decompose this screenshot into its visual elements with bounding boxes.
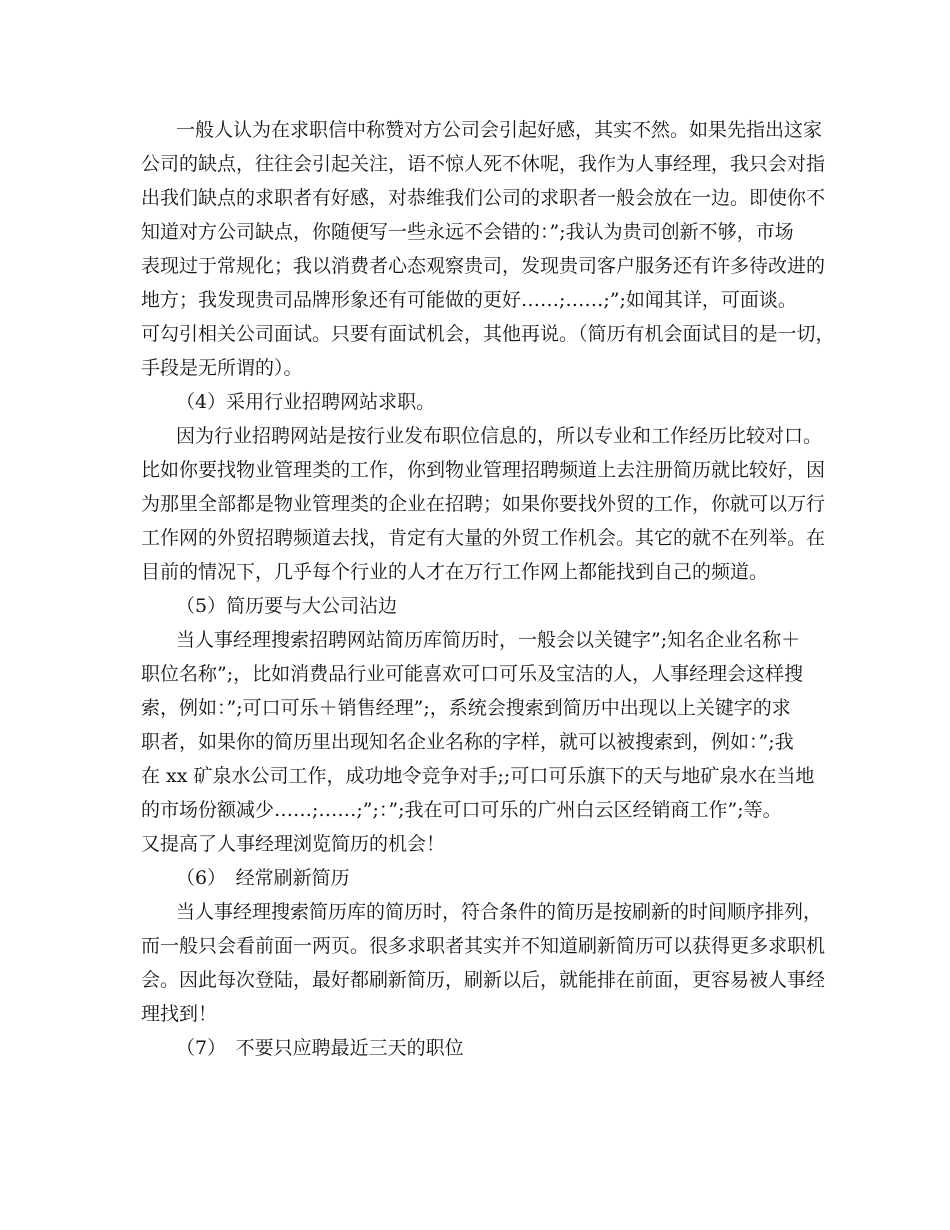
text-line: 在 xx 矿泉水公司工作，成功地令竞争对手;;可口可乐旗下的天与地矿泉水在当地 <box>141 765 815 787</box>
section-heading: （6） 经常刷新简历 <box>176 867 350 889</box>
section-heading: （7） 不要只应聘最近三天的职位 <box>176 1037 464 1059</box>
text-line: 的市场份额减少……;……;”;：”;我在可口可乐的广州白云区经销商工作”;等。 <box>141 799 782 821</box>
text-line: 公司的缺点，往往会引起关注，语不惊人死不休呢，我作为人事经理，我只会对指 <box>141 153 826 175</box>
text-line: 当人事经理搜索简历库的简历时，符合条件的简历是按刷新的时间顺序排列， <box>176 901 823 923</box>
section-heading: （5）简历要与大公司沾边 <box>176 595 398 617</box>
text-line: 地方；我发现贵司品牌形象还有可能做的更好……;……;”;如闻其详，可面谈。 <box>141 289 797 311</box>
text-line: 索，例如：”;可口可乐＋销售经理”;，系统会搜索到简历中出现以上关键字的求 <box>141 697 791 719</box>
text-line: 知道对方公司缺点，你随便写一些永远不会错的：”;我认为贵司创新不够，市场 <box>141 221 794 243</box>
text-line: 手段是无所谓的）。 <box>141 357 303 379</box>
text-line: 一般人认为在求职信中称赞对方公司会引起好感，其实不然。如果先指出这家 <box>176 119 823 141</box>
text-line: 而一般只会看前面一两页。很多求职者其实并不知道刷新简历可以获得更多求职机 <box>141 935 826 957</box>
text-line: 因为行业招聘网站是按行业发布职位信息的，所以专业和工作经历比较对口。 <box>176 425 823 447</box>
text-line: 职者，如果你的简历里出现知名企业名称的字样，就可以被搜索到，例如：”;我 <box>141 731 794 753</box>
text-line: 又提高了人事经理浏览简历的机会！ <box>141 833 446 855</box>
text-line: 工作网的外贸招聘频道去找，肯定有大量的外贸工作机会。其它的就不在列举。在 <box>141 527 826 549</box>
section-heading: （4）采用行业招聘网站求职。 <box>176 391 436 413</box>
text-line: 出我们缺点的求职者有好感，对恭维我们公司的求职者一般会放在一边。即使你不 <box>141 187 826 209</box>
text-line: 目前的情况下，几乎每个行业的人才在万行工作网上都能找到自己的频道。 <box>141 561 769 583</box>
text-line: 可勾引相关公司面试。只要有面试机会，其他再说。（简历有机会面试目的是一切， <box>141 323 835 345</box>
text-line: 当人事经理搜索招聘网站简历库简历时，一般会以关键字”;知名企业名称＋ <box>176 629 801 651</box>
text-line: 表现过于常规化；我以消费者心态观察贵司，发现贵司客户服务还有许多待改进的 <box>141 255 826 277</box>
text-line: 理找到！ <box>141 1003 218 1025</box>
text-line: 会。因此每次登陆，最好都刷新简历，刷新以后，就能排在前面，更容易被人事经 <box>141 969 826 991</box>
text-line: 为那里全部都是物业管理类的企业在招聘；如果你要找外贸的工作，你就可以万行 <box>141 493 826 515</box>
text-line: 职位名称”;，比如消费品行业可能喜欢可口可乐及宝洁的人，人事经理会这样搜 <box>141 663 804 685</box>
text-line: 比如你要找物业管理类的工作，你到物业管理招聘频道上去注册简历就比较好，因 <box>141 459 826 481</box>
